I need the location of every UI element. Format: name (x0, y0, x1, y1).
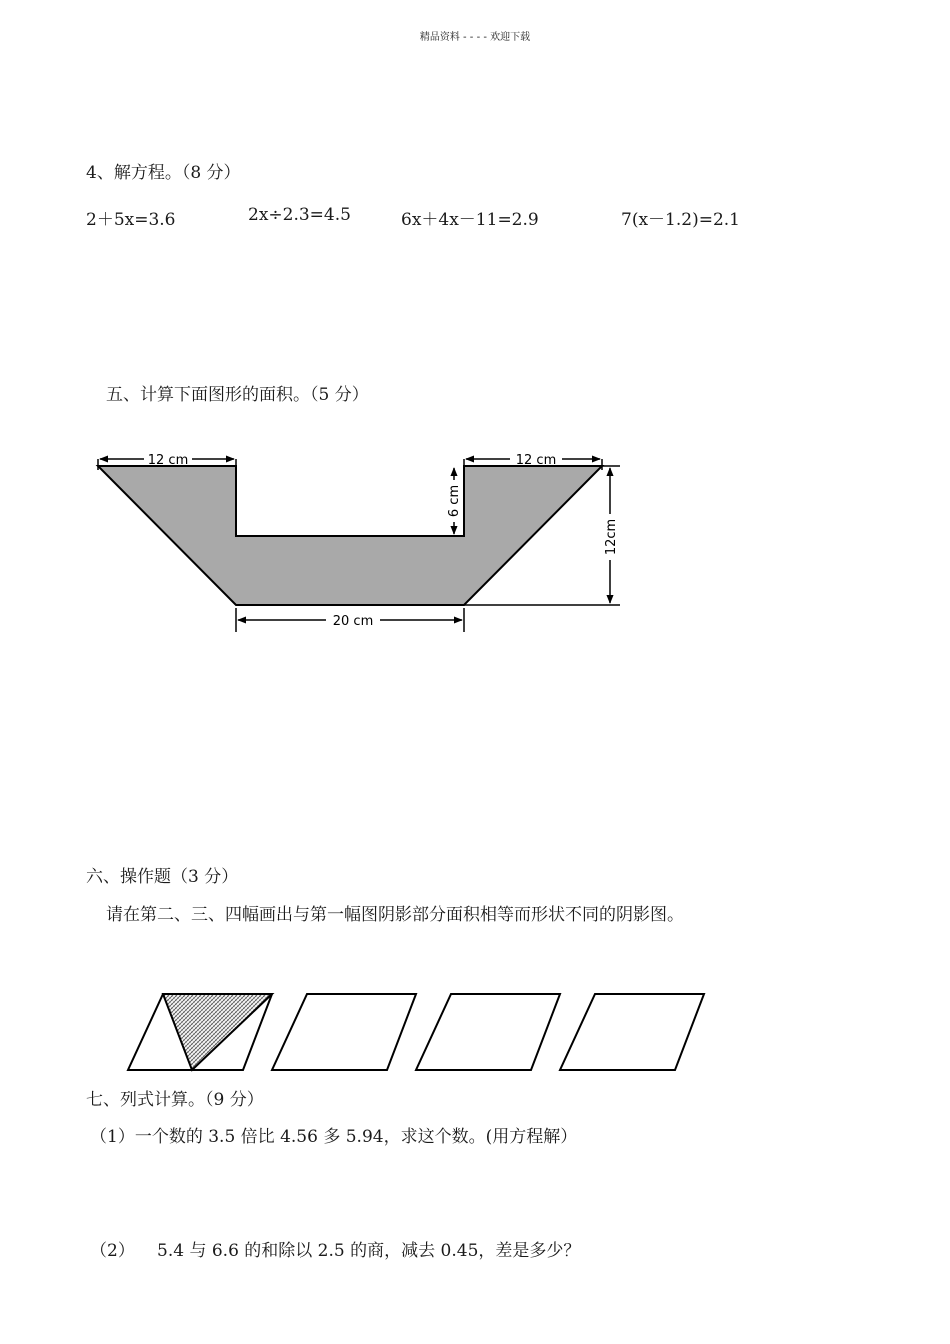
parallelogram-1 (128, 994, 272, 1070)
section6-instruction: 请在第二、三、四幅画出与第一幅图阴影部分面积相等而形状不同的阴影图。 (106, 905, 684, 925)
label-right-top: 12 cm (515, 453, 557, 468)
section7-question-2: 5.4 与 6.6 的和除以 2.5 的商，减去 0.45，差是多少？ (157, 1241, 581, 1261)
section5-title: 五、计算下面图形的面积。（5 分） (106, 385, 369, 405)
equation-4: 7(x－1.2)=2.1 (621, 210, 740, 230)
shaded-triangle (163, 994, 272, 1070)
parallelogram-4[interactable] (560, 994, 704, 1070)
label-bottom: 20 cm (332, 614, 374, 629)
label-height: 12cm (604, 518, 619, 556)
section7-question-2-number: （2） (90, 1241, 135, 1261)
parallelogram-3[interactable] (416, 994, 560, 1070)
section7-title: 七、列式计算。（9 分） (86, 1090, 264, 1110)
parallelogram-2[interactable] (272, 994, 416, 1070)
section7-question-1: （1）一个数的 3.5 倍比 4.56 多 5.94，求这个数。(用方程解） (90, 1127, 578, 1147)
shaded-shape (98, 466, 602, 605)
label-left-top: 12 cm (147, 453, 189, 468)
equation-3: 6x＋4x－11=2.9 (401, 210, 539, 230)
section4-title: 4、解方程。（8 分） (86, 163, 241, 183)
section6-title: 六、操作题（3 分） (86, 867, 239, 887)
label-notch: 6 cm (447, 484, 462, 518)
parallelogram-row (0, 980, 950, 1080)
equation-1: 2＋5x=3.6 (86, 210, 176, 230)
page-header: 精品资料 - - - - 欢迎下载 (419, 32, 531, 43)
equation-2: 2x÷2.3=4.5 (248, 205, 351, 225)
